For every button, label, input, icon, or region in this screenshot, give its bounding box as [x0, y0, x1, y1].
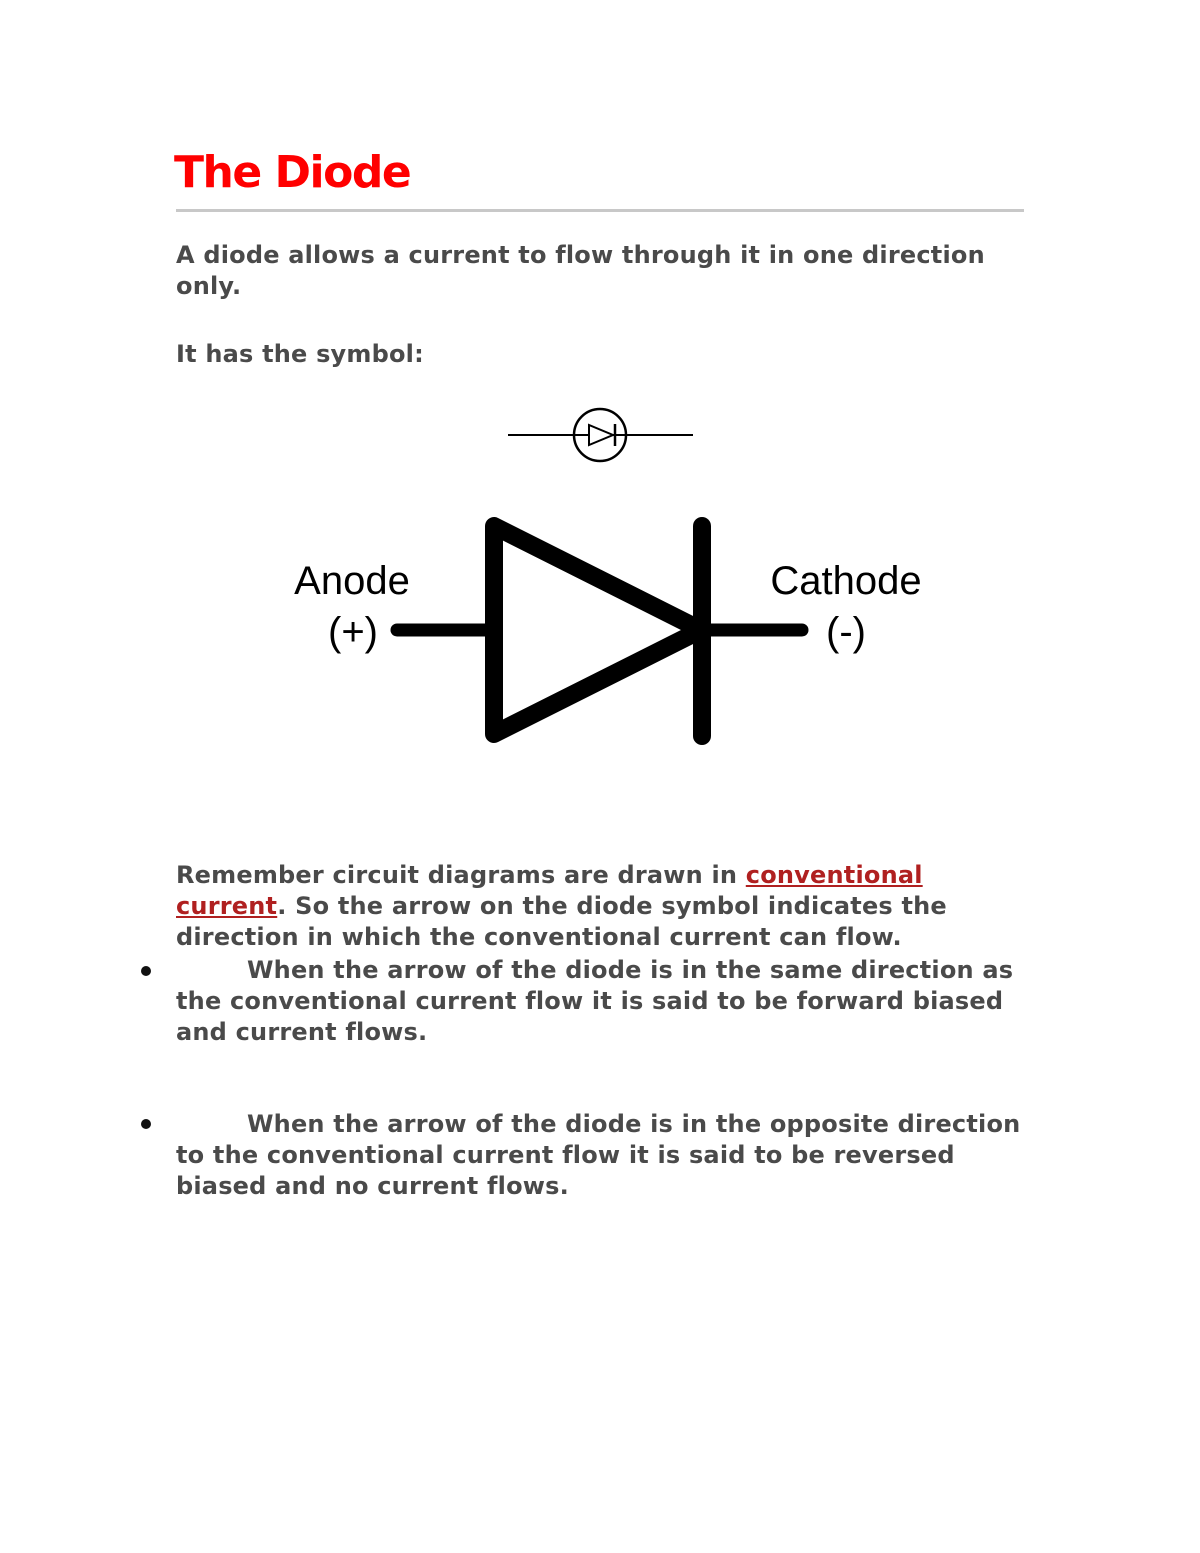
small-diode-symbol-icon: [505, 405, 695, 465]
cathode-label: Cathode: [770, 559, 922, 603]
diode-diagram: [280, 510, 940, 750]
bullet-icon: [141, 1119, 151, 1129]
cathode-sign: (-): [826, 610, 866, 654]
remember-text-after: . So the arrow on the diode symbol indicates the direction in which the conventional current can flow.: [176, 892, 947, 951]
anode-label: Anode: [294, 559, 410, 603]
symbol-intro: It has the symbol:: [176, 340, 424, 368]
intro-paragraph: A diode allows a current to flow through it in one direction only.: [176, 241, 985, 300]
page-title: The Diode: [174, 147, 411, 198]
title-divider: [176, 209, 1024, 212]
bullet-icon: [141, 966, 151, 976]
remember-text-before: Remember circuit diagrams are drawn in: [176, 861, 746, 889]
remember-paragraph: [176, 860, 1026, 953]
conventional-current-link[interactable]: conventional current: [176, 861, 923, 920]
bullet-reverse-biased: When the arrow of the diode is in the opposite direction to the conventional current flow it is said to be reversed biased and no current flows.: [176, 1110, 1021, 1200]
anode-sign: (+): [328, 610, 378, 654]
bullet-forward-biased: When the arrow of the diode is in the same direction as the conventional current flow it is said to be forward biased and current flows.: [176, 956, 1014, 1046]
diode-triangle: [494, 526, 701, 734]
